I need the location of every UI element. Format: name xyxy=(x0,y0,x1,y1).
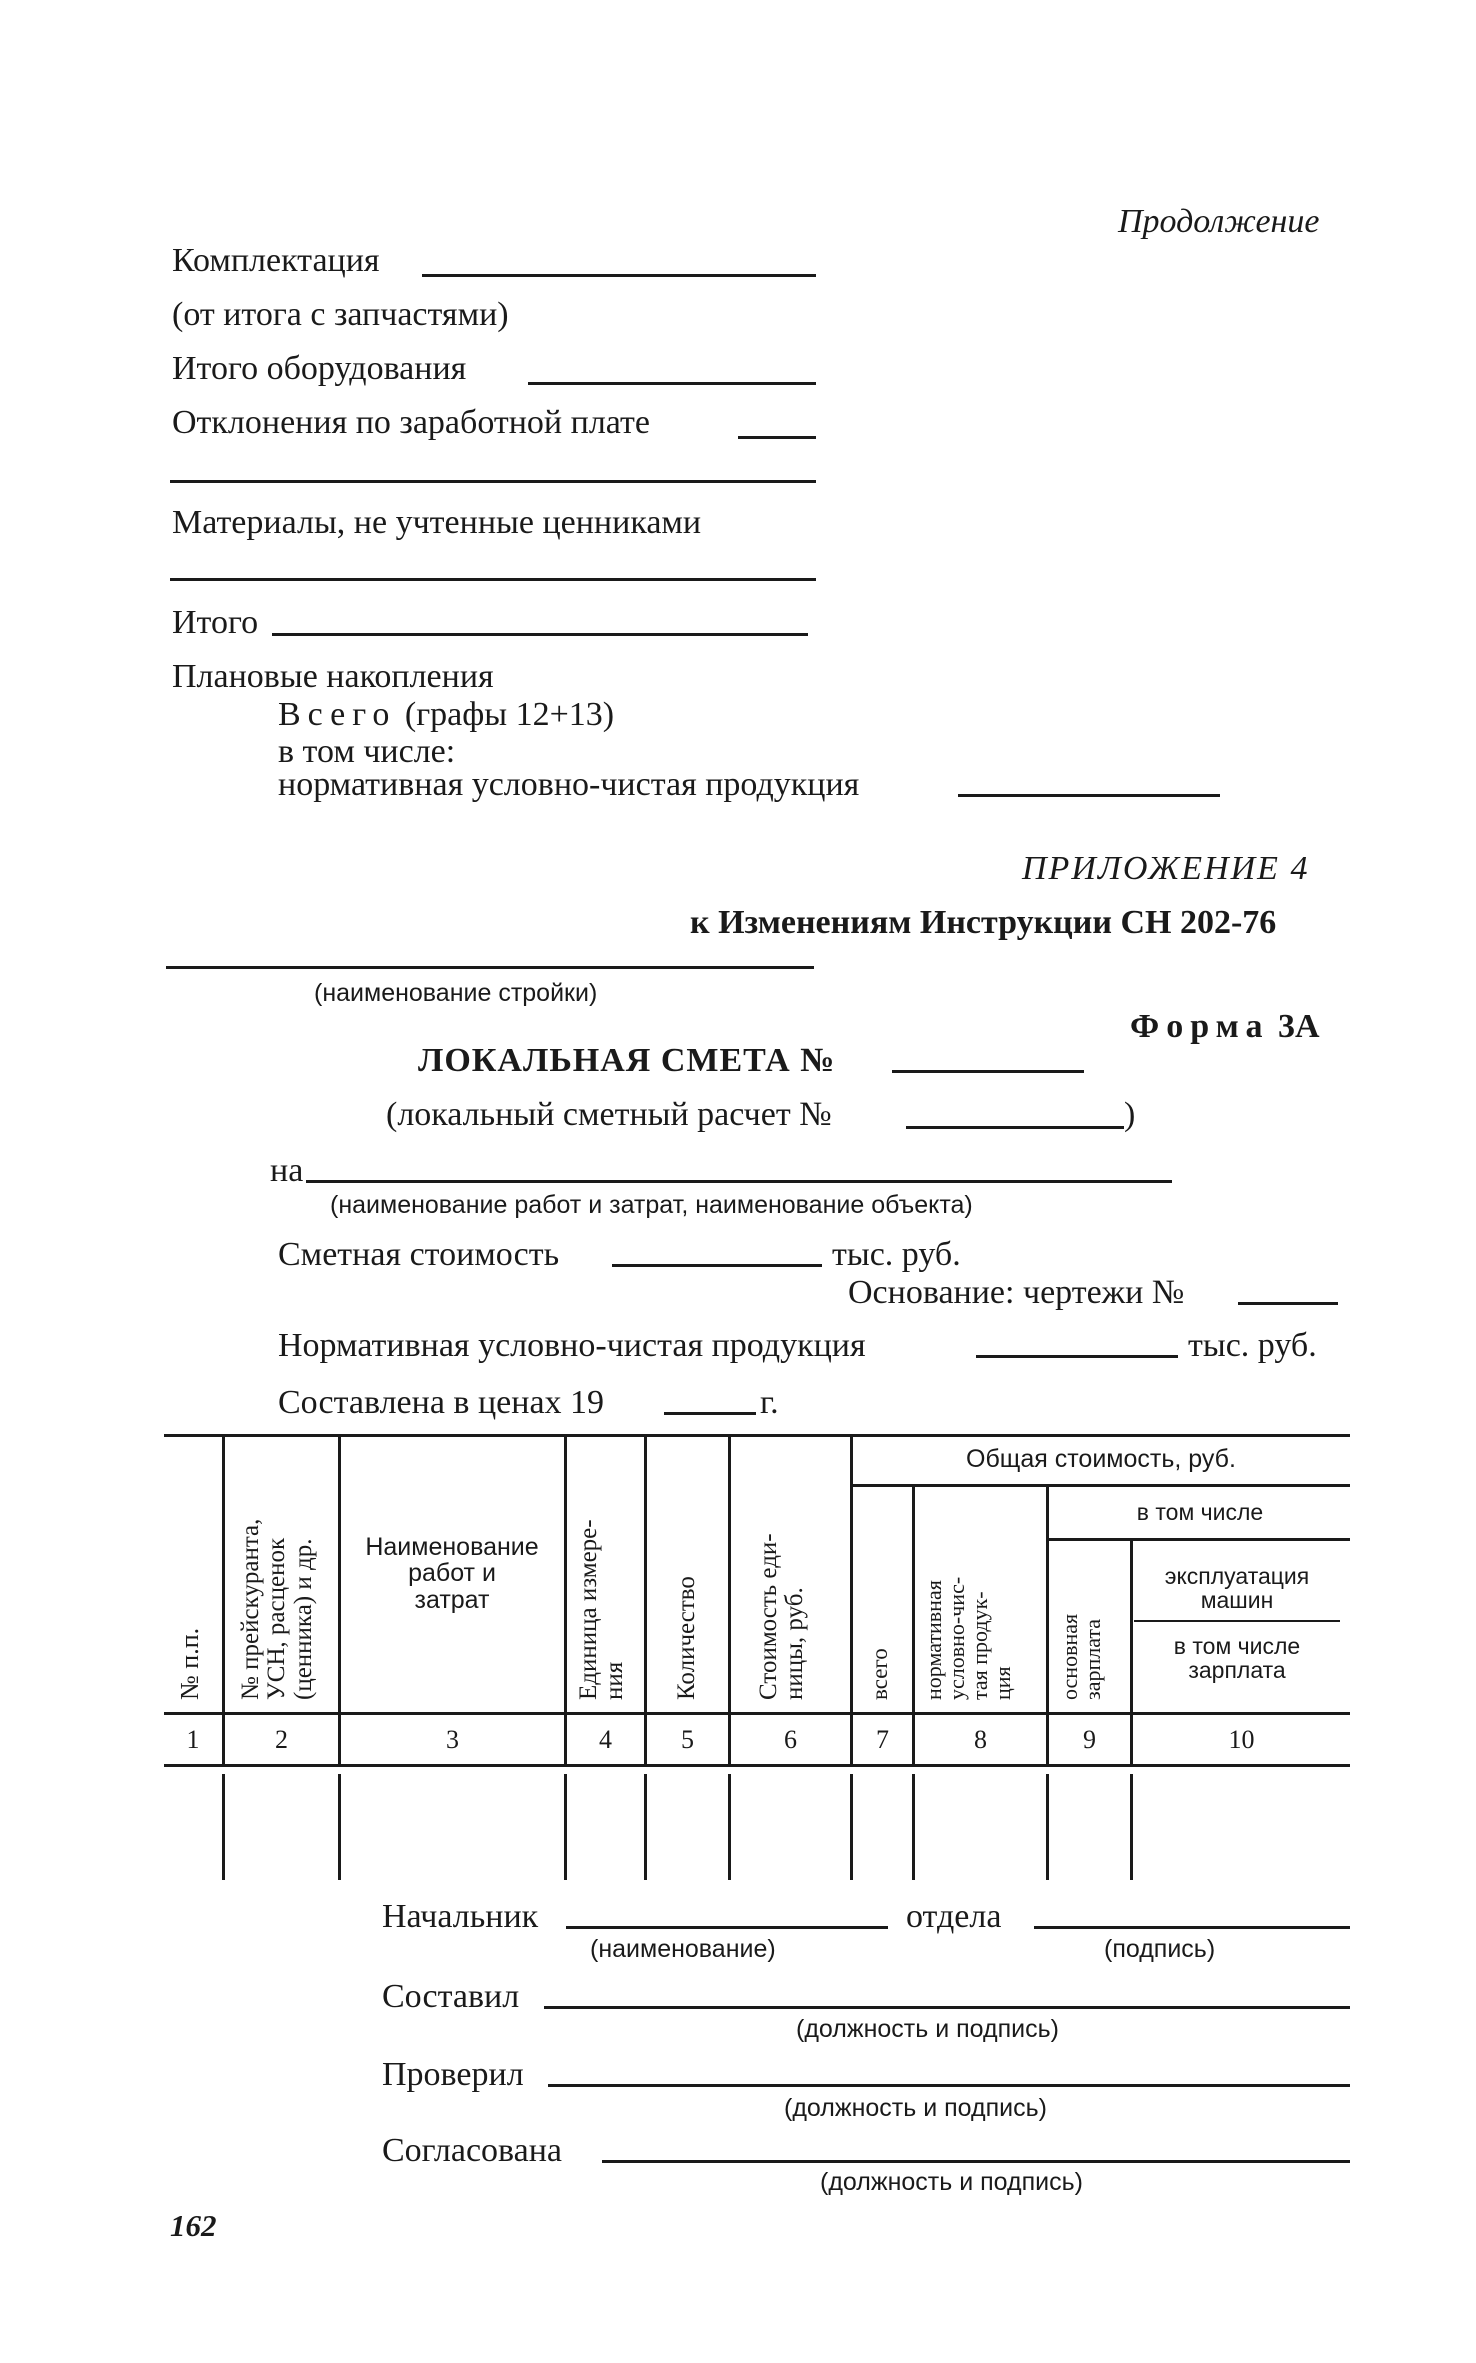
table-group-incl-line xyxy=(1046,1538,1350,1541)
calc-close-label: ) xyxy=(1124,1096,1136,1133)
header-col-10-zarplata: в том числе зарплата xyxy=(1173,1633,1301,1684)
col-divider-5 xyxy=(728,1436,731,1714)
col-number-5: 5 xyxy=(681,1725,694,1754)
normativnaya-estimate-line xyxy=(976,1355,1178,1358)
smetnaya-label: Сметная стоимость xyxy=(278,1236,560,1273)
blank-line-2 xyxy=(170,578,816,581)
table-group-total-line xyxy=(852,1484,1350,1487)
header-col-2: № прейскуранта, УСН, расценок (ценника) и др. xyxy=(237,1518,317,1700)
proveril-field-line xyxy=(548,2084,1350,2087)
normativnaya-field-line xyxy=(958,794,1220,797)
calc-number-line xyxy=(906,1126,1124,1129)
header-col-7: всего xyxy=(867,1648,892,1700)
itogo-oborudovaniya-field-line xyxy=(528,382,816,385)
smetnaya-unit: тыс. руб. xyxy=(832,1236,961,1273)
col-number-3: 3 xyxy=(446,1725,459,1754)
komplektaciya-label: Комплектация xyxy=(172,242,380,279)
na-label: на xyxy=(270,1152,304,1189)
normativnaya-estimate-unit: тыс. руб. xyxy=(1188,1327,1317,1364)
header-col-10: эксплуатация машин xyxy=(1164,1563,1310,1614)
body-divider-3 xyxy=(564,1774,567,1880)
col-number-2: 2 xyxy=(275,1725,288,1754)
otkloneniya-label: Отклонения по заработной плате xyxy=(172,404,650,441)
blank-line-1 xyxy=(170,480,816,483)
forma-word: Форма xyxy=(1130,1008,1270,1045)
stroyka-field-line xyxy=(166,966,814,969)
header-col-3: Наименование работ и затрат xyxy=(365,1533,539,1614)
header-group-total: Общая стоимость, руб. xyxy=(966,1445,1236,1473)
col-divider-8 xyxy=(1046,1486,1049,1714)
normativnaya-estimate-label: Нормативная условно-чистая продукция xyxy=(278,1327,866,1364)
body-divider-2 xyxy=(338,1774,341,1880)
nachalnik-field-line xyxy=(566,1926,888,1929)
itogo-oborudovaniya-label: Итого оборудования xyxy=(172,350,467,387)
podpis-caption: (подпись) xyxy=(1104,1935,1216,1963)
col-number-8: 8 xyxy=(974,1725,987,1754)
body-divider-9 xyxy=(1130,1774,1133,1880)
table-number-row-bottom xyxy=(164,1764,1350,1767)
body-divider-6 xyxy=(850,1774,853,1880)
col-divider-3 xyxy=(564,1436,567,1714)
page-number: 162 xyxy=(170,2208,217,2243)
komplektaciya-field-line xyxy=(422,274,816,277)
col-divider-1 xyxy=(222,1436,225,1714)
header-col-8: нормативная условно-чис- тая продук- ция xyxy=(921,1576,1016,1700)
table-machine-sub-line xyxy=(1134,1620,1340,1622)
table-header-bottom xyxy=(164,1712,1350,1715)
soglasovana-caption: (должность и подпись) xyxy=(820,2168,1083,2196)
na-caption: (наименование работ и затрат, наименование объекта) xyxy=(330,1191,973,1219)
stroyka-caption: (наименование стройки) xyxy=(314,979,598,1007)
proveril-caption: (должность и подпись) xyxy=(784,2094,1047,2122)
col-number-6: 6 xyxy=(784,1725,797,1754)
body-divider-7 xyxy=(912,1774,915,1880)
naimenovanie-caption: (наименование) xyxy=(590,1935,776,1963)
vsego-word: Всего xyxy=(278,696,397,733)
v-tom-chisle-label: в том числе: xyxy=(278,733,456,770)
planovye-label: Плановые накопления xyxy=(172,658,494,695)
col-divider-4 xyxy=(644,1436,647,1714)
sostavlena-year-line xyxy=(664,1412,756,1415)
sostavil-field-line xyxy=(544,2006,1350,2009)
sostavil-caption: (должность и подпись) xyxy=(796,2015,1059,2043)
col-number-4: 4 xyxy=(599,1725,612,1754)
forma-code: 3А xyxy=(1278,1008,1320,1045)
body-divider-8 xyxy=(1046,1774,1049,1880)
col-divider-9 xyxy=(1130,1540,1133,1714)
header-group-incl: в том числе xyxy=(1136,1499,1264,1525)
continuation-label: Продолжение xyxy=(1118,203,1320,240)
header-col-9: основная зарплата xyxy=(1057,1613,1106,1700)
col-divider-6 xyxy=(850,1436,853,1714)
body-divider-4 xyxy=(644,1774,647,1880)
otdela-field-line xyxy=(1034,1926,1350,1929)
materialy-label: Материалы, не учтенные ценниками xyxy=(172,504,702,541)
vsego-line xyxy=(278,698,614,732)
otdela-label: отдела xyxy=(906,1898,1002,1935)
vsego-columns: (графы 12+13) xyxy=(404,696,615,733)
col-number-7: 7 xyxy=(876,1725,889,1754)
col-number-10: 10 xyxy=(1228,1725,1255,1754)
col-divider-7 xyxy=(912,1486,915,1714)
osnovanie-field-line xyxy=(1238,1302,1338,1305)
appendix-subtitle: к Изменениям Инструкции СН 202-76 xyxy=(690,904,1277,941)
itogo-field-line xyxy=(272,633,808,636)
forma-label xyxy=(1130,1010,1320,1044)
ot-itoga-label: (от итога с запчастями) xyxy=(172,296,509,333)
col-number-9: 9 xyxy=(1083,1725,1096,1754)
smetnaya-field-line xyxy=(612,1264,822,1267)
soglasovana-label: Согласована xyxy=(382,2132,563,2169)
nachalnik-label: Начальник xyxy=(382,1898,539,1935)
proveril-label: Проверил xyxy=(382,2056,524,2093)
estimate-number-line xyxy=(892,1070,1084,1073)
col-divider-2 xyxy=(338,1436,341,1714)
body-divider-5 xyxy=(728,1774,731,1880)
header-col-6: Стоимость еди- ницы, руб. xyxy=(755,1533,809,1700)
col-number-1: 1 xyxy=(186,1725,200,1754)
normativnaya-label: нормативная условно-чистая продукция xyxy=(278,766,860,803)
appendix-title: ПРИЛОЖЕНИЕ 4 xyxy=(1022,850,1310,887)
otkloneniya-field-line xyxy=(738,436,816,439)
itogo-label: Итого xyxy=(172,604,259,641)
estimate-title: ЛОКАЛЬНАЯ СМЕТА № xyxy=(418,1042,836,1079)
header-col-1: № п.п. xyxy=(175,1627,204,1700)
na-field-line xyxy=(306,1180,1172,1183)
calc-open-label: (локальный сметный расчет № xyxy=(386,1096,832,1133)
sostavil-label: Составил xyxy=(382,1978,520,2015)
header-col-5: Количество xyxy=(673,1576,700,1700)
osnovanie-label: Основание: чертежи № xyxy=(848,1274,1185,1311)
header-col-4: Единица измере- ния xyxy=(575,1519,629,1700)
table-top-border xyxy=(164,1434,1350,1437)
body-divider-1 xyxy=(222,1774,225,1880)
sostavlena-year-suffix: г. xyxy=(760,1384,779,1421)
soglasovana-field-line xyxy=(602,2160,1350,2163)
sostavlena-label: Составлена в ценах 19 xyxy=(278,1384,605,1421)
